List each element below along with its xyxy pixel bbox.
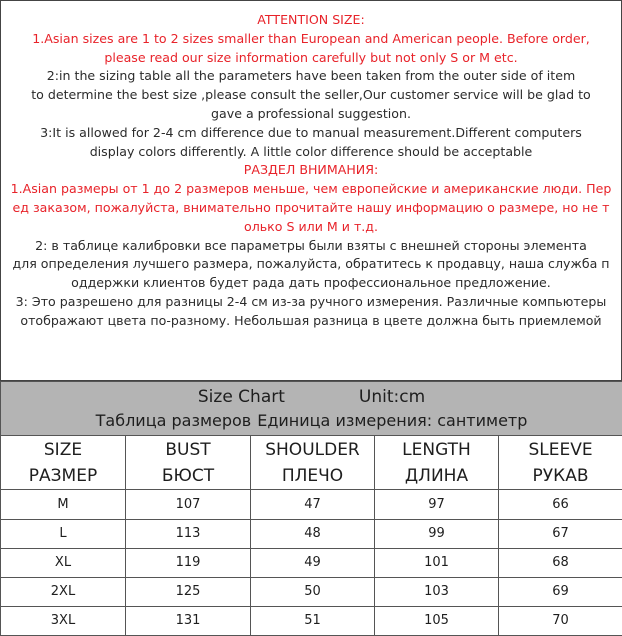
column-header-size xyxy=(1,436,126,490)
column-header-bust xyxy=(126,436,251,490)
bust-cell: 107 xyxy=(126,490,251,519)
russian-point-1-line-1: 1.Asian размеры от 1 до 2 размеров меньше, чем европейские и американские люди. Пер xyxy=(10,181,612,197)
length-cell: 101 xyxy=(375,548,499,577)
column-header-length xyxy=(375,436,499,490)
size-chart-title: Size Chart xyxy=(197,386,285,407)
english-point-1-line-1: 1.Asian sizes are 1 to 2 sizes smaller than European and American people. Before order, xyxy=(32,30,590,46)
russian-point-2-line-2: для определения лучшего размера, пожалуйста, обратитесь к продавцу, наша служба п xyxy=(12,256,610,272)
english-point-2-line-2: to determine the best size ,please consult the seller,Our customer service will be glad to xyxy=(31,87,591,103)
column-header-shoulder-en: SHOULDER xyxy=(265,439,360,460)
bust-cell: 119 xyxy=(126,548,251,577)
russian-point-2-line-1: 2: в таблице калибровки все параметры были взяты с внешней стороны элемента xyxy=(35,237,587,253)
size-chart-title-cell xyxy=(1,382,622,436)
size-cell: 2XL xyxy=(1,577,126,606)
column-header-shoulder-ru: ПЛЕЧО xyxy=(281,465,344,486)
table-row xyxy=(1,606,622,635)
russian-point-3-line-1: 3: Это разрешено для разницы 2-4 см из-за ручного измерения. Различные компьютеры xyxy=(15,293,607,309)
russian-point-1-line-2: ед заказом, пожалуйста, внимательно прочитайте нашу информацию о размере, но не т xyxy=(12,199,610,215)
russian-attention-title: РАЗДЕЛ ВНИМАНИЯ: xyxy=(243,162,379,178)
length-cell: 103 xyxy=(375,577,499,606)
column-header-sleeve-en: SLEEVE xyxy=(528,439,593,460)
column-header-sleeve-ru: РУКАВ xyxy=(532,465,589,486)
length-cell: 105 xyxy=(375,606,499,635)
size-cell: 3XL xyxy=(1,606,126,635)
table-row xyxy=(1,490,622,519)
size-cell: XL xyxy=(1,548,126,577)
size-cell: M xyxy=(1,490,126,519)
sleeve-cell: 67 xyxy=(499,519,622,548)
size-chart-unit-russian: Единица измерения: сантиметр xyxy=(257,410,528,430)
sleeve-cell: 68 xyxy=(499,548,622,577)
shoulder-cell: 50 xyxy=(251,577,375,606)
size-chart-unit: Unit:cm xyxy=(358,386,426,407)
table-row xyxy=(1,548,622,577)
english-point-3-line-1: 3:It is allowed for 2-4 cm difference due to manual measurement.Different computers xyxy=(40,124,582,140)
english-point-2-line-1: 2:in the sizing table all the parameters have been taken from the outer side of item xyxy=(46,68,576,84)
column-header-row xyxy=(1,436,622,490)
table-row xyxy=(1,577,622,606)
column-header-size-ru: РАЗМЕР xyxy=(28,465,98,486)
column-header-bust-ru: БЮСТ xyxy=(161,465,215,486)
size-chart-header-band xyxy=(1,382,622,436)
shoulder-cell: 49 xyxy=(251,548,375,577)
sleeve-cell: 70 xyxy=(499,606,622,635)
column-header-shoulder xyxy=(251,436,375,490)
column-header-sleeve xyxy=(499,436,622,490)
bust-cell: 131 xyxy=(126,606,251,635)
column-header-length-en: LENGTH xyxy=(402,439,471,460)
english-point-3-line-2: display colors differently. A little color difference should be acceptable xyxy=(89,143,533,159)
length-cell: 97 xyxy=(375,490,499,519)
shoulder-cell: 51 xyxy=(251,606,375,635)
column-header-length-ru: ДЛИНА xyxy=(404,465,469,486)
english-point-2-line-3: gave a professional suggestion. xyxy=(211,105,411,121)
column-header-bust-en: BUST xyxy=(165,439,211,460)
size-chart-title-russian: Таблица размеров xyxy=(95,410,252,430)
size-chart-table xyxy=(0,381,622,636)
bust-cell: 125 xyxy=(126,577,251,606)
table-row xyxy=(1,519,622,548)
shoulder-cell: 48 xyxy=(251,519,375,548)
english-point-1-line-2: please read our size information carefully but not only S or M etc. xyxy=(104,49,518,65)
russian-point-2-line-3: оддержки клиентов будет рада дать профессиональное предложение. xyxy=(71,275,551,291)
shoulder-cell: 47 xyxy=(251,490,375,519)
sleeve-cell: 69 xyxy=(499,577,622,606)
bust-cell: 113 xyxy=(126,519,251,548)
english-attention-title: ATTENTION SIZE: xyxy=(257,12,365,27)
russian-point-1-line-3: олько S или M и т.д. xyxy=(243,218,379,234)
sleeve-cell: 66 xyxy=(499,490,622,519)
russian-point-3-line-2: отображают цвета по-разному. Небольшая разница в цвете должна быть приемлемой xyxy=(20,312,602,328)
size-cell: L xyxy=(1,519,126,548)
column-header-size-en: SIZE xyxy=(43,439,83,460)
length-cell: 99 xyxy=(375,519,499,548)
